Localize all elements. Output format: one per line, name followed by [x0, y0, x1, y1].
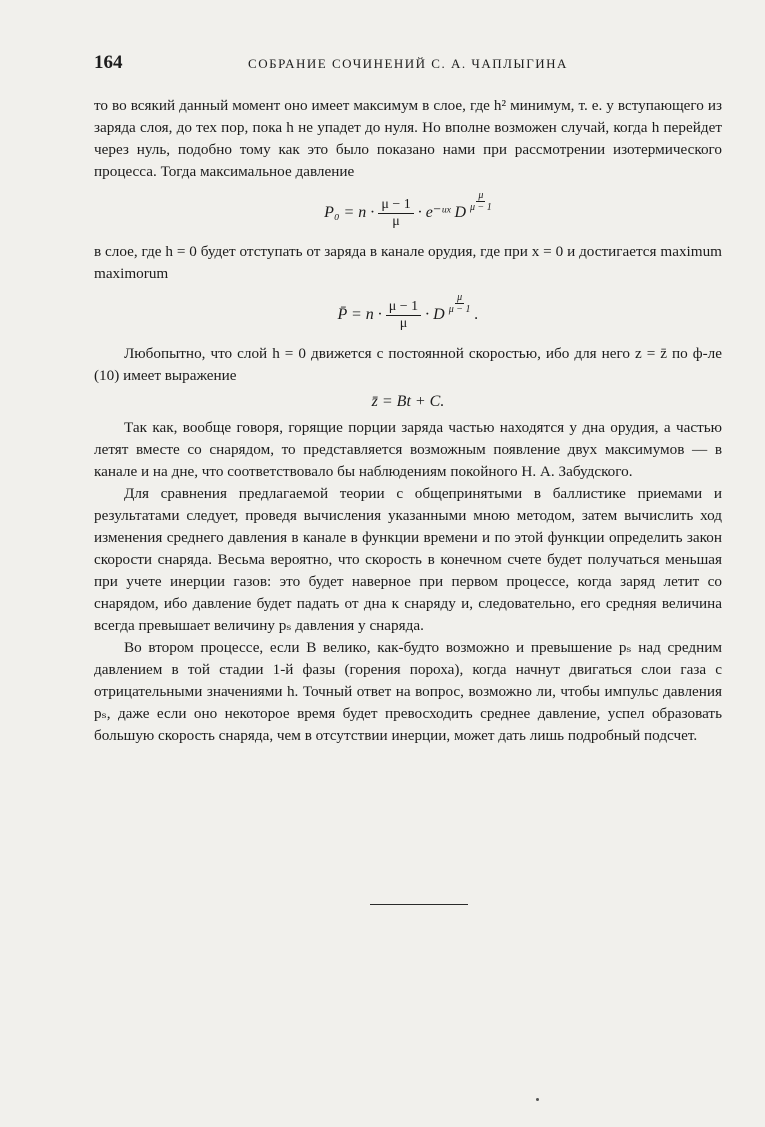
formula-2-sup-denominator: μ − 1: [448, 303, 471, 315]
formula-z-bar: [94, 387, 722, 417]
formula-2-sup-numerator: μ: [457, 291, 463, 303]
formula-2-fraction: [386, 299, 421, 332]
formula-1-sup-denominator: μ − 1: [470, 201, 492, 213]
formula-2-superscript: [449, 292, 471, 315]
page-number: 164: [94, 52, 123, 73]
formula-2-denominator: μ: [399, 315, 408, 331]
formula-2-end: .: [474, 306, 479, 323]
formula-max-pressure: [94, 185, 722, 241]
formula-2-numerator: μ − 1: [386, 299, 421, 316]
formula-1-numerator: μ − 1: [378, 197, 413, 214]
formula-1-superscript: [470, 190, 492, 213]
paragraph-2: в слое, где h = 0 будет отступать от заряда в канале орудия, где при x = 0 и достигается maximum maximorum: [94, 243, 722, 282]
paragraph-3: Любопытно, что слой h = 0 движется с постоянной скоростью, ибо для него z = z̄ по ф-ле (10) имеет выражение: [94, 345, 722, 384]
formula-3-expression: z̄ = Bt + C.: [371, 393, 445, 410]
formula-1-lhs: P₀ = n ·: [324, 204, 375, 221]
paragraph-6: Во втором процессе, если B велико, как-будто возможно и превышение pₛ над средним давлением в той стадии 1-й фазы (горения пороха), когда начнут двигаться слои газа с отрицательными значениями h. Точный ответ на вопрос, возможно ли, чтобы импульс давления pₛ, даже если оно некоторое время будет превосходить среднее давление, успел образовать большую скорость снаряда, чем в отсутствии инерции, может дать лишь подробный подсчет.: [94, 639, 722, 744]
formula-1-fraction: [378, 197, 413, 230]
formula-1-denominator: μ: [392, 213, 400, 229]
formula-2-lhs: P̄ = n ·: [337, 306, 382, 323]
end-rule: [370, 904, 468, 905]
speck-mark: [536, 1098, 539, 1101]
formula-1-exp-part: · e⁻ᵘˣ D: [417, 204, 467, 221]
formula-1-sup-numerator: μ: [478, 189, 484, 201]
formula-2-mid: · D: [425, 306, 445, 323]
paragraph-1: то во всякий данный момент оно имеет максимум в слое, где h² минимум, т. е. у вступающего из заряда слоя, до тех пор, пока h не упадет до нуля. Но вполне возможен случай, когда h перейдет через нуль, подобно тому как это было показано нами при рассмотрении изотермического процесса. Тогда максимальное давление: [94, 97, 722, 180]
paragraph-4: Так как, вообще говоря, горящие порции заряда частью находятся у дна орудия, а частью летят вместе со снарядом, то представляется возможным появление двух максимумов — в канале и на дне, что соответствовало бы наблюдениям покойного Н. А. Забудского.: [94, 419, 722, 480]
running-title: СОБРАНИЕ СОЧИНЕНИЙ С. А. ЧАПЛЫГИНА: [248, 56, 568, 71]
body-text: [94, 95, 722, 747]
paragraph-5: Для сравнения предлагаемой теории с общепринятыми в баллистике приемами и результатами следует, проведя вычисления указанными мною методом, затем вычислить ход изменения среднего давления в канале в функции времени и по этой функции определить закон скорости снаряда. Весьма вероятно, что скорость в конечном счете будет получаться меньшая при учете инерции газов: это будет наверное при первом процессе, когда заряд летит со снарядом, ибо давление будет падать от дна к снаряду и, следовательно, его средняя величина всегда превышает величину pₛ давления у снаряда.: [94, 485, 722, 634]
page-header: [94, 52, 722, 76]
formula-maximum-maximorum: [94, 287, 722, 343]
